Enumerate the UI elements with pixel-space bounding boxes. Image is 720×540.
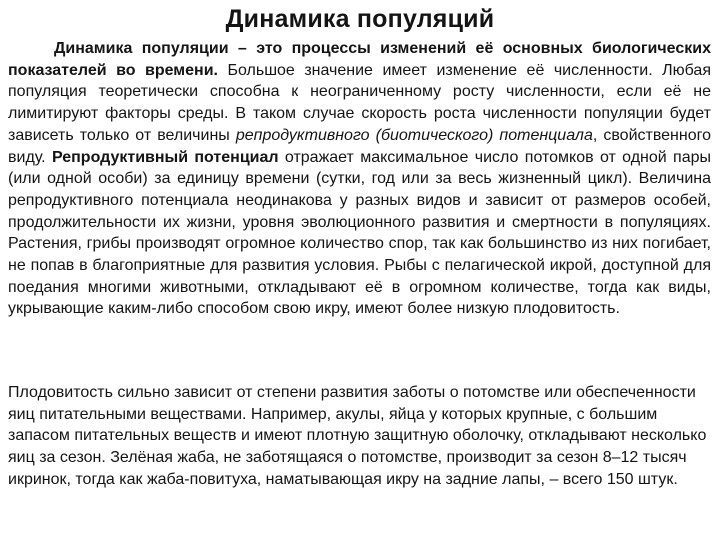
paragraph-text: отражает максимальное число потомков от одной пары (или одной особи) за единицу времени (сутки, год или за весь жизненный цикл). Величина репродуктивного потенциала неодинакова у разных видов и зависит от размеров особей, продолжительности их жизни, уровня эволюционного развития и смертности в популяциях. Растения, грибы производят огромное количество спор, так как большинство из них погибает, не попав в благоприятные для развития условия. Рыбы с пелагической икрой, доступной для поедания многими животными, откладывают её в огромном количестве, тогда как виды, укрывающие каким-либо способом свою икру, имеют более низкую плодовитость. [8, 148, 712, 318]
page-title: Динамика популяций [225, 5, 495, 33]
paragraph-text: , свойственного виду. [8, 126, 712, 166]
paragraph-text: Большое значение имеет изменение её численности. Любая популяция теоретически способна к неограниченному росту численности, если её не лимитируют факторы среды. В таком случае скорость роста численности популяции будет зависеть только от величины [8, 61, 711, 144]
italic-term: репродуктивного (биотического) потенциала [235, 126, 593, 144]
definition-term: Динамика популяции – это процессы изменений её основных биологических показателей во времени. [8, 40, 711, 79]
definition-term-reproductive-potential: Репродуктивный потенциал [51, 148, 279, 166]
paragraph-fertility: Плодовитость сильно зависит от степени развития заботы о потомстве или обеспеченности яиц питательными веществами. Например, акулы, яйца у которых крупные, с большим запасом питательных веществ и имеют плотную защитную оболочку, откладывают несколько яиц за сезон. Зелёная жаба, не заботящаяся о потомстве, производит за сезон 8–12 тысяч икринок, тогда как жаба-повитуха, наматывающая икру на задние лапы, – всего 150 штук. [8, 384, 707, 488]
paragraph-population-dynamics [8, 38, 711, 320]
